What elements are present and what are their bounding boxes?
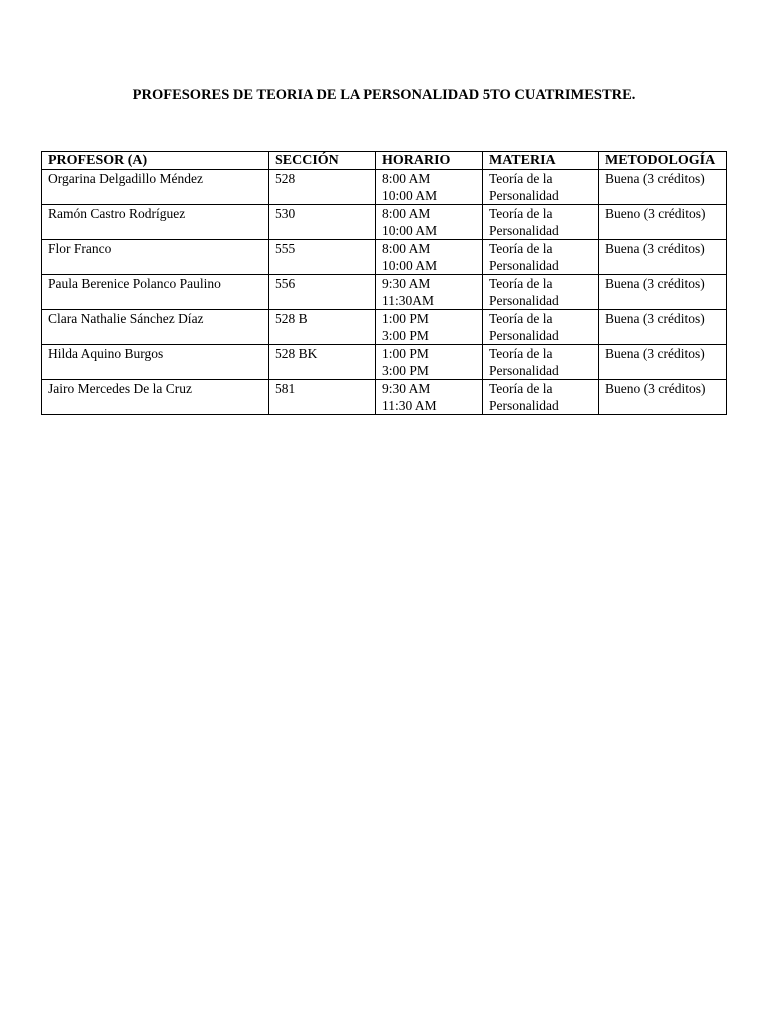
cell-seccion: 555 bbox=[269, 240, 376, 275]
materia-linea1: Teoría de la bbox=[489, 206, 553, 221]
cell-profesor: Paula Berenice Polanco Paulino bbox=[42, 275, 269, 310]
table-row bbox=[42, 240, 727, 275]
cell-materia bbox=[483, 240, 599, 275]
header-seccion: SECCIÓN bbox=[269, 152, 376, 170]
horario-fin: 10:00 AM bbox=[382, 223, 438, 238]
horario-fin: 10:00 AM bbox=[382, 188, 438, 203]
materia-linea2: Personalidad bbox=[489, 398, 559, 413]
table-row bbox=[42, 345, 727, 380]
cell-horario bbox=[376, 275, 483, 310]
cell-metodologia: Buena (3 créditos) bbox=[599, 310, 727, 345]
horario-inicio: 9:30 AM bbox=[382, 276, 431, 291]
table-row bbox=[42, 170, 727, 205]
table-row bbox=[42, 205, 727, 240]
cell-profesor: Orgarina Delgadillo Méndez bbox=[42, 170, 269, 205]
horario-fin: 3:00 PM bbox=[382, 328, 429, 343]
materia-linea2: Personalidad bbox=[489, 363, 559, 378]
materia-linea1: Teoría de la bbox=[489, 276, 553, 291]
horario-inicio: 1:00 PM bbox=[382, 346, 429, 361]
materia-linea1: Teoría de la bbox=[489, 311, 553, 326]
cell-profesor: Clara Nathalie Sánchez Díaz bbox=[42, 310, 269, 345]
horario-fin: 11:30 AM bbox=[382, 398, 437, 413]
cell-seccion: 528 BK bbox=[269, 345, 376, 380]
header-materia: MATERIA bbox=[483, 152, 599, 170]
cell-horario bbox=[376, 205, 483, 240]
cell-seccion: 528 B bbox=[269, 310, 376, 345]
cell-horario bbox=[376, 170, 483, 205]
materia-linea1: Teoría de la bbox=[489, 241, 553, 256]
materia-linea1: Teoría de la bbox=[489, 171, 553, 186]
horario-inicio: 1:00 PM bbox=[382, 311, 429, 326]
cell-materia bbox=[483, 275, 599, 310]
cell-metodologia: Buena (3 créditos) bbox=[599, 345, 727, 380]
table-row bbox=[42, 310, 727, 345]
cell-materia bbox=[483, 310, 599, 345]
horario-fin: 11:30AM bbox=[382, 293, 435, 308]
professors-table bbox=[41, 151, 727, 415]
materia-linea1: Teoría de la bbox=[489, 381, 553, 396]
materia-linea2: Personalidad bbox=[489, 188, 559, 203]
horario-fin: 3:00 PM bbox=[382, 363, 429, 378]
cell-seccion: 530 bbox=[269, 205, 376, 240]
cell-metodologia: Buena (3 créditos) bbox=[599, 275, 727, 310]
table-header-row bbox=[42, 152, 727, 170]
cell-profesor: Ramón Castro Rodríguez bbox=[42, 205, 269, 240]
document-title: PROFESORES DE TEORIA DE LA PERSONALIDAD 5TO CUATRIMESTRE. bbox=[132, 87, 636, 103]
cell-horario bbox=[376, 240, 483, 275]
cell-metodologia: Bueno (3 créditos) bbox=[599, 380, 727, 415]
cell-horario bbox=[376, 310, 483, 345]
header-metodologia: METODOLOGÍA bbox=[599, 152, 727, 170]
materia-linea2: Personalidad bbox=[489, 328, 559, 343]
cell-horario bbox=[376, 345, 483, 380]
cell-seccion: 581 bbox=[269, 380, 376, 415]
cell-materia bbox=[483, 170, 599, 205]
materia-linea2: Personalidad bbox=[489, 293, 559, 308]
cell-metodologia: Buena (3 créditos) bbox=[599, 170, 727, 205]
materia-linea2: Personalidad bbox=[489, 258, 559, 273]
cell-seccion: 528 bbox=[269, 170, 376, 205]
materia-linea1: Teoría de la bbox=[489, 346, 553, 361]
cell-seccion: 556 bbox=[269, 275, 376, 310]
table-row bbox=[42, 380, 727, 415]
cell-horario bbox=[376, 380, 483, 415]
cell-materia bbox=[483, 345, 599, 380]
cell-profesor: Hilda Aquino Burgos bbox=[42, 345, 269, 380]
horario-inicio: 8:00 AM bbox=[382, 206, 431, 221]
header-profesor: PROFESOR (A) bbox=[42, 152, 269, 170]
table-row bbox=[42, 275, 727, 310]
cell-profesor: Flor Franco bbox=[42, 240, 269, 275]
cell-profesor: Jairo Mercedes De la Cruz bbox=[42, 380, 269, 415]
horario-inicio: 8:00 AM bbox=[382, 171, 431, 186]
horario-inicio: 9:30 AM bbox=[382, 381, 431, 396]
horario-inicio: 8:00 AM bbox=[382, 241, 431, 256]
cell-materia bbox=[483, 205, 599, 240]
cell-materia bbox=[483, 380, 599, 415]
cell-metodologia: Bueno (3 créditos) bbox=[599, 205, 727, 240]
materia-linea2: Personalidad bbox=[489, 223, 559, 238]
header-horario: HORARIO bbox=[376, 152, 483, 170]
cell-metodologia: Buena (3 créditos) bbox=[599, 240, 727, 275]
horario-fin: 10:00 AM bbox=[382, 258, 438, 273]
